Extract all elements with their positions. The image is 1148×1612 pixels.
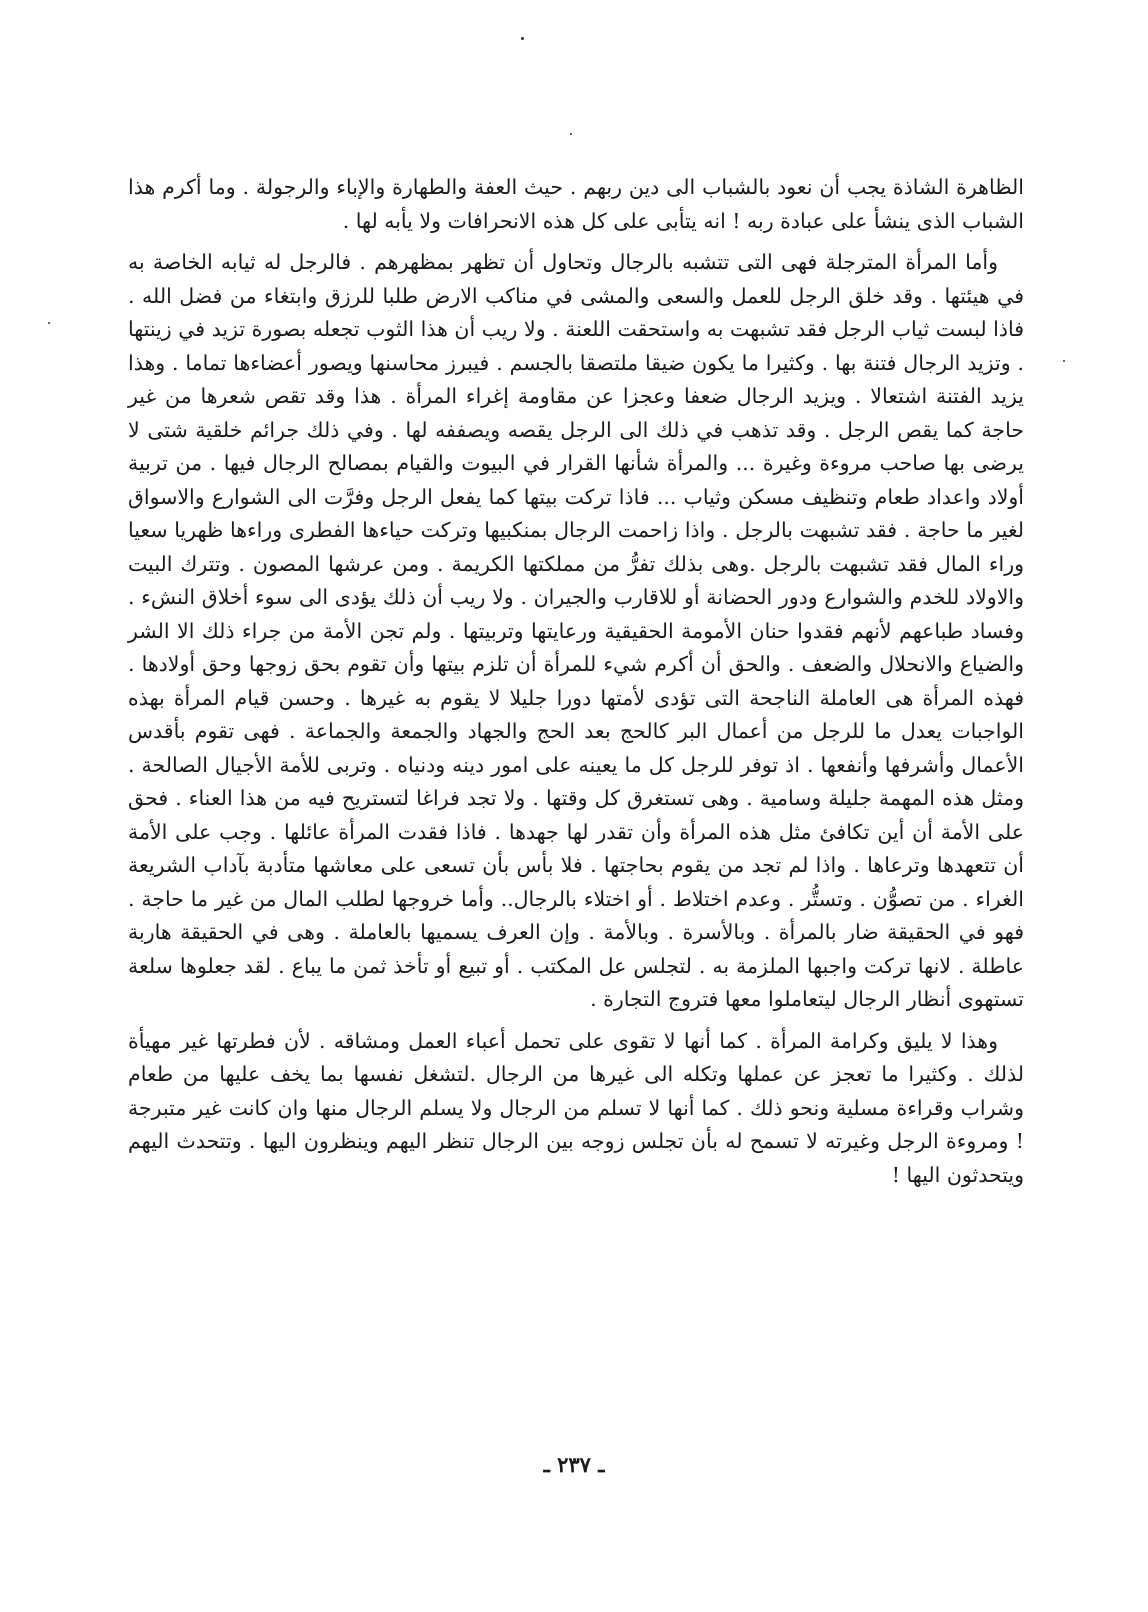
- scan-speck: [48, 322, 50, 324]
- paragraph-masculine-woman: وأما المرأة المترجلة فهى التى تتشبه بالرجال وتحاول أن تظهر بمظهرهم . فالرجل له ثيابه الخاصة به في هيئتها . وقد خلق الرجل للعمل والسعى والمشى في مناكب الارض طلبا للرزق وابتغاء من فضل الله . فاذا لبست ثياب الرجل فقد تشبهت به واستحقت اللعنة . ولا ريب أن هذا الثوب تجعله بصورة تزيد في زينتها . وتزيد الرجال فتنة بها . وكثيرا ما يكون ضيقا ملتصقا بالجسم . فيبرز محاسنها ويصور أعضاءها تماما . وهذا يزيد الفتنة اشتعالا . ويزيد الرجال ضعفا وعجزا عن مقاومة إغراء المرأة . هذا وقد تقص شعرها من غير حاجة كما يقص الرجل . وقد تذهب في ذلك الى الرجل يقصه ويصففه لها . وفي ذلك جرائم خلقية شتى لا يرضى بها صاحب مروءة وغيرة ... والمرأة شأنها القرار في البيوت والقيام بمصالح الرجال فيها . من تربية أولاد واعداد طعام وتنظيف مسكن وثياب ... فاذا تركت بيتها كما يفعل الرجل وفرَّت الى الشوارع والاسواق لغير ما حاجة . فقد تشبهت بالرجل . واذا زاحمت الرجال بمنكبيها وتركت حياءها الفطرى وراءها ظهريا سعيا وراء المال فقد تشبهت بالرجل .وهى بذلك تفرُّ من مملكتها الكريمة . ومن عرشها المصون . وتترك البيت والاولاد للخدم والشوارع ودور الحضانة أو للاقارب والجيران . ولا ريب أن ذلك يؤدى الى سوء أخلاق النشء . وفساد طباعهم لأنهم فقدوا حنان الأمومة الحقيقية ورعايتها وتربيتها . ولم تجن الأمة من جراء ذلك الا الشر والضياع والانحلال والضعف . والحق أن أكرم شيء للمرأة أن تلزم بيتها وأن تقوم بحق زوجها وحق أولادها . فهذه المرأة هى العاملة الناجحة التى تؤدى لأمتها دورا جليلا لا يقوم به غيرها . وحسن قيام المرأة بهذه الواجبات يعدل ما للرجل من أعمال البر كالحج بعد الحج والجهاد والجمعة والجماعة . فهى تقوم بأقدس الأعمال وأشرفها وأنفعها . اذ توفر للرجل كل ما يعينه على امور دينه ودنياه . وتربى للأمة الأجيال الصالحة . ومثل هذه المهمة جليلة وسامية . وهى تستغرق كل وقتها . ولا تجد فراغا لتستريح فيه من هذا العناء . فحق على الأمة أن أين تكافئ مثل هذه المرأة وأن تقدر لها جهدها . فاذا فقدت المرأة عائلها . وجب على الأمة أن تتعهدها وترعاها . واذا لم تجد من يقوم بحاجتها . فلا بأس بأن تسعى على معاشها متأدبة بآداب الشريعة الغراء . من تصوُّن . وتستُّر . وعدم اختلاط . أو اختلاء بالرجال.. وأما خروجها لطلب المال من غير ما حاجة . فهو في الحقيقة ضار بالمرأة . وبالأسرة . وبالأمة . وإن العرف يسميها بالعاملة . وهى في الحقيقة هاربة عاطلة . لانها تركت واجبها الملزمة به . لتجلس عل المكتب . أو تبيع أو تأخذ ثمن ما يباع . لقد جعلوها سلعة تستهوى أنظار الرجال ليتعاملوا معها فتروج التجارة .: [128, 250, 1024, 1011]
- paragraph-continuation: الظاهرة الشاذة يجب أن نعود بالشباب الى دين ربهم . حيث العفة والطهارة والإباء والرجولة . وما أكرم هذا الشباب الذى ينشأ على عبادة ربه ! انه يتأبى على كل هذه الانحرافات ولا يأبه لها .: [128, 175, 1024, 233]
- page-number: ـ ٢٣٧ ـ: [543, 1452, 605, 1477]
- page-body-text: [128, 171, 1024, 1192]
- scan-speck: [1063, 360, 1065, 362]
- scan-speck: [570, 133, 572, 135]
- paragraph-dignity-of-woman: وهذا لا يليق وكرامة المرأة . كما أنها لا تقوى على تحمل أعباء العمل ومشاقه . لأن فطرتها غير مهيأة لذلك . وكثيرا ما تعجز عن عملها وتكله الى غيرها من الرجال .لتشغل نفسها بما يخف عليها من طعام وشراب وقراءة مسلية ونحو ذلك . كما أنها لا تسلم من الرجال ولا يسلم الرجال منها وان كانت غير متبرجة ! ومروءة الرجل وغيرته لا تسمح له بأن تجلس زوجه بين الرجال تنظر اليهم وينظرون اليها . وتتحدث اليهم ويتحدثون اليها !: [128, 1028, 1024, 1187]
- scan-speck: [521, 37, 524, 40]
